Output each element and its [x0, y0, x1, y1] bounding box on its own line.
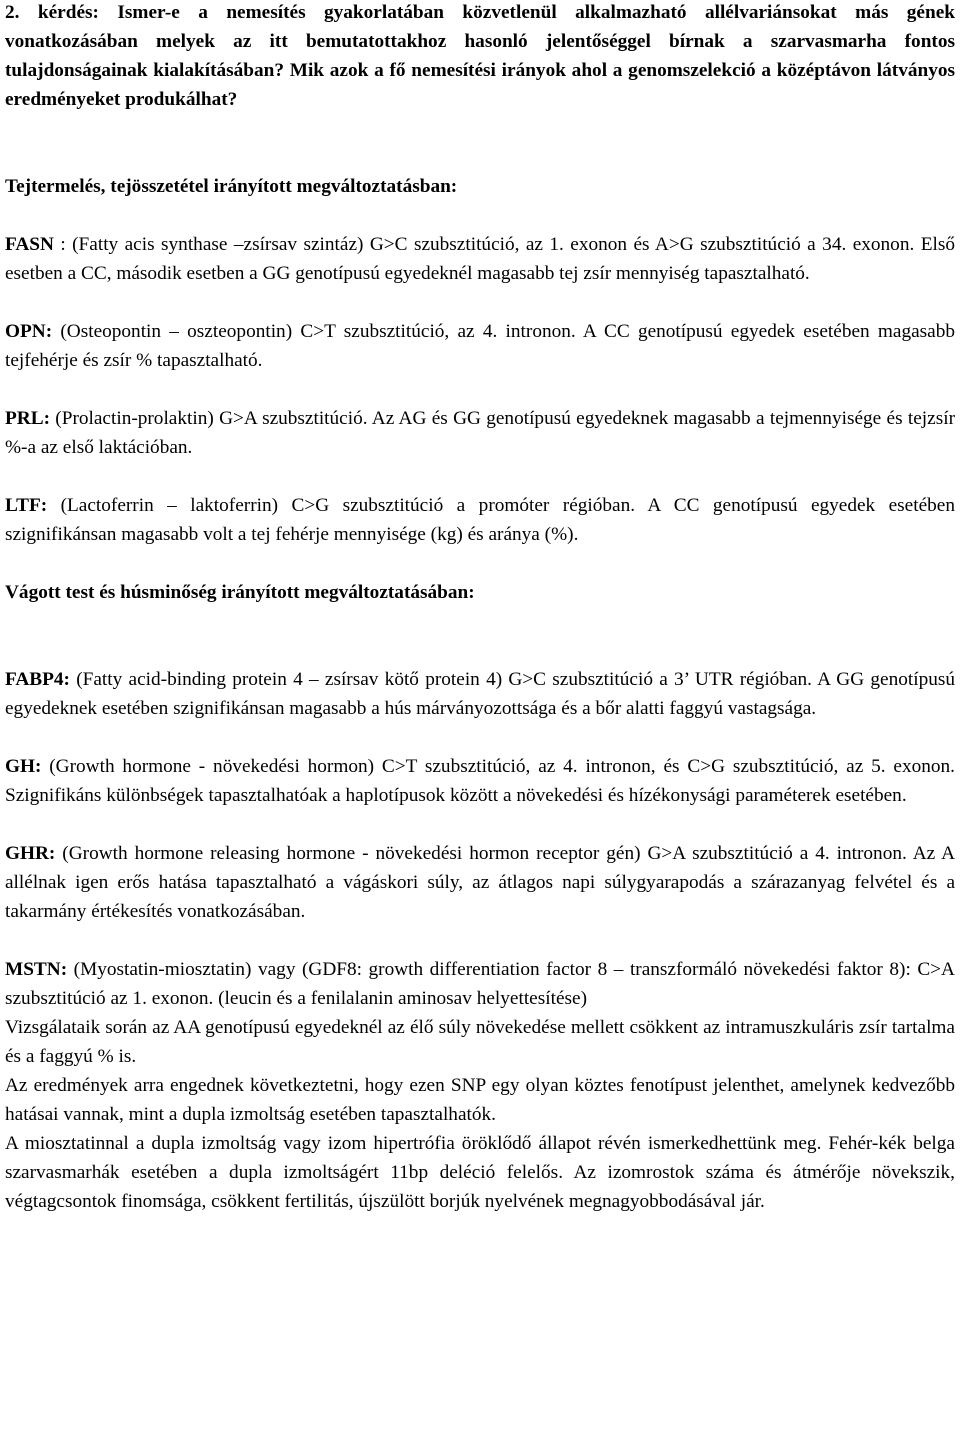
question-paragraph: 2. kérdés: Ismer-e a nemesítés gyakorlatában közvetlenül alkalmazható allélvariánsokat más gének vonatkozásában melyek az itt bemutatottakhoz hasonló jelentőséggel bírnak a szarvasmarha fontos tulajdonságainak kialakításában? Mik azok a fő nemesítési irányok ahol a genomszelekció a középtávon látványos eredményeket produkálhat?: [5, 2, 955, 110]
gene-description-mstn: (Myostatin-miosztatin) vagy (GDF8: growth differentiation factor 8 – transzformáló növekedési faktor 8): C>A szubsztitúció az 1. exonon. (leucin és a fenilalanin aminosav helyettesítése): [5, 959, 955, 1009]
gene-name-fasn: FASN: [5, 234, 54, 255]
gene-name-mstn: MSTN:: [5, 959, 68, 980]
gene-description-fasn: : (Fatty acis synthase –zsírsav szintáz) G>C szubsztitúció, az 1. exonon és A>G szubsztitúció a 34. exonon. Első esetben a CC, második esetben a GG genotípusú egyedeknél magasabb tej zsír mennyiség tapasztalható.: [5, 234, 955, 284]
gene-description-gh: (Growth hormone - növekedési hormon) C>T szubsztitúció, az 4. intronon, és C>G szubsztitúció, az 5. exonon. Szignifikáns különbségek tapasztalhatóak a haplotípusok között a növekedési és hízékonysági paraméterek esetében.: [5, 756, 955, 806]
section-heading-carcass: Vágott test és húsminőség irányított megváltoztatásában:: [5, 582, 475, 603]
gene-description-ghr: (Growth hormone releasing hormone - növekedési hormon receptor gén) G>A szubsztitúció a 4. intronon. Az A allélnak igen erős hatása tapasztalható a vágáskori súly, az átlagos napi súlygyarapodás a szárazanyag felvétel és a takarmány értékesítés vonatkozásában.: [5, 843, 955, 922]
gene-paragraph-mstn: [5, 955, 955, 1013]
mstn-paragraph-study: Vizsgálataik során az AA genotípusú egyedeknél az élő súly növekedése mellett csökkent az intramuszkuláris zsír tartalma és a faggyú % is.: [5, 1017, 955, 1067]
gene-paragraph-gh: [5, 752, 955, 810]
gene-paragraph-fabp4: [5, 665, 955, 723]
gene-description-ltf: (Lactoferrin – laktoferrin) C>G szubsztitúció a promóter régióban. A CC genotípusú egyedek esetében szignifikánsan magasabb volt a tej fehérje mennyisége (kg) és aránya (%).: [5, 495, 955, 545]
gene-name-ltf: LTF:: [5, 495, 48, 516]
gene-paragraph-fasn: [5, 230, 955, 288]
gene-paragraph-prl: [5, 404, 955, 462]
document-page: [5, 0, 955, 1216]
gene-description-opn: (Osteopontin – oszteopontin) C>T szubsztitúció, az 4. intronon. A CC genotípusú egyedek esetében magasabb tejfehérje és zsír % tapasztalható.: [5, 321, 955, 371]
gene-paragraph-ltf: [5, 491, 955, 549]
gene-paragraph-ghr: [5, 839, 955, 926]
gene-name-fabp4: FABP4:: [5, 669, 70, 690]
gene-name-opn: OPN:: [5, 321, 53, 342]
gene-description-fabp4: (Fatty acid-binding protein 4 – zsírsav kötő protein 4) G>C szubsztitúció a 3’ UTR régióban. A GG genotípusú egyedeknek esetében szignifikánsan magasabb a hús márványozottsága és a bőr alatti faggyú vastagsága.: [5, 669, 955, 719]
section-heading-milk: Tejtermelés, tejösszetétel irányított megváltoztatásban:: [5, 176, 458, 197]
mstn-paragraph-double-muscling: A miosztatinnal a dupla izmoltság vagy izom hipertrófia öröklődő állapot révén ismerkedhettünk meg. Fehér-kék belga szarvasmarhák esetében a dupla izmoltságért 11bp deléció felelős. Az izomrostok száma és átmérője növekszik, végtagcsontok finomsága, csökkent fertilitás, újszülött borjúk nyelvének megnagyobbodásával jár.: [5, 1133, 955, 1212]
mstn-paragraph-results: Az eredmények arra engednek következtetni, hogy ezen SNP egy olyan köztes fenotípust jelenthet, amelynek kedvezőbb hatásai vannak, mint a dupla izmoltság esetében tapasztalhatók.: [5, 1075, 955, 1125]
gene-description-prl: (Prolactin-prolaktin) G>A szubsztitúció. Az AG és GG genotípusú egyedeknek magasabb a tejmennyisége és tejzsír %-a az első laktációban.: [5, 408, 955, 458]
gene-name-gh: GH:: [5, 756, 42, 777]
gene-paragraph-opn: [5, 317, 955, 375]
gene-name-ghr: GHR:: [5, 843, 56, 864]
gene-name-prl: PRL:: [5, 408, 50, 429]
